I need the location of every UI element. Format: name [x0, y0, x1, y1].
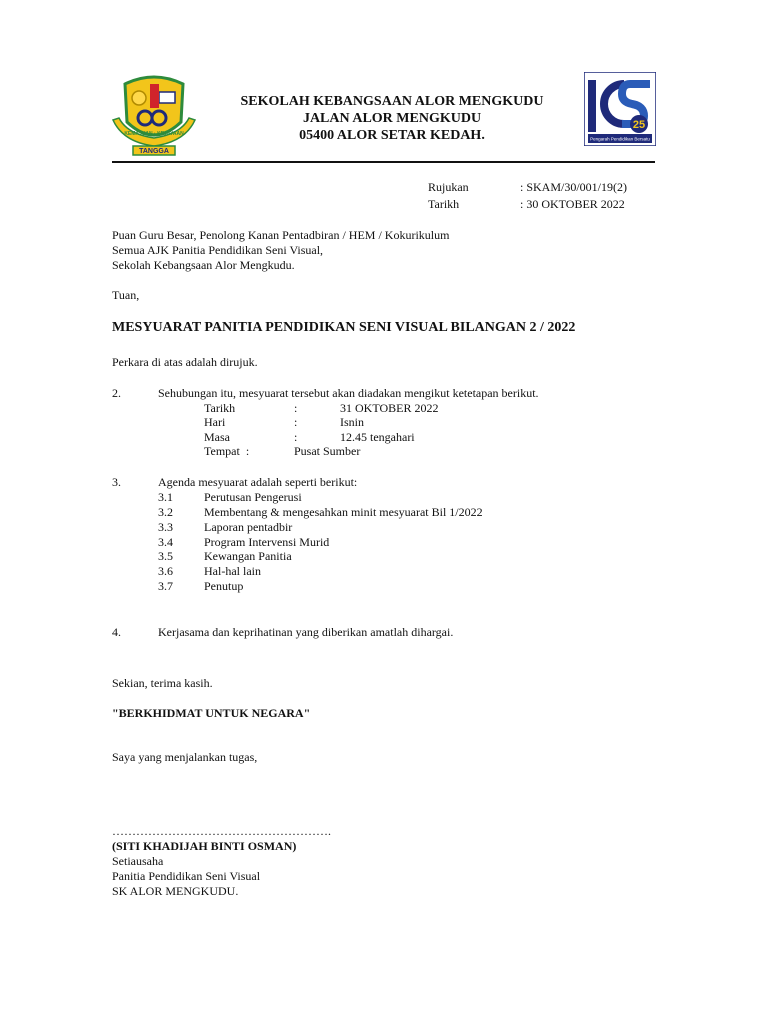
para-1: Perkara di atas adalah dirujuk.: [112, 355, 258, 369]
ppd-emblem-logo: [584, 72, 656, 146]
agenda-number: 3.1: [158, 490, 173, 504]
signatory-unit: Panitia Pendidikan Seni Visual: [112, 869, 261, 883]
emblem-badge-number: 25: [632, 119, 646, 131]
ref-label: Rujukan: [428, 180, 469, 194]
agenda-item: Program Intervensi Murid: [204, 535, 330, 549]
detail-label: Masa: [204, 430, 230, 444]
duty-line: Saya yang menjalankan tugas,: [112, 750, 258, 764]
detail-sep: :: [294, 415, 298, 429]
letter-subject: MESYUARAT PANITIA PENDIDIKAN SENI VISUAL BILANGAN 2 / 2022: [112, 320, 576, 335]
signatory-name: (SITI KHADIJAH BINTI OSMAN): [112, 839, 297, 853]
emblem-bar: [588, 80, 596, 132]
agenda-number: 3.2: [158, 505, 173, 519]
agenda-number: 3.5: [158, 549, 173, 563]
detail-label: Hari: [204, 415, 226, 429]
recipient-line: Semua AJK Panitia Pendidikan Seni Visual,: [112, 243, 324, 257]
agenda-item: Kewangan Panitia: [204, 549, 292, 563]
agenda-number: 3.7: [158, 579, 173, 593]
para-4-number: 4.: [112, 625, 121, 639]
detail-value: 31 OKTOBER 2022: [340, 401, 439, 415]
recipient-line: Sekolah Kebangsaan Alor Mengkudu.: [112, 258, 295, 272]
signature-line: ……………………………………………….: [112, 824, 331, 838]
school-crest-logo: [111, 70, 197, 156]
date-value: : 30 OKTOBER 2022: [520, 197, 625, 211]
para-4-text: Kerjasama dan keprihatinan yang diberikan amatlah dihargai.: [158, 625, 454, 639]
agenda-item: Laporan pentadbir: [204, 520, 293, 534]
emblem-caption: Pengarah Pendidikan Bersatu: [590, 136, 650, 142]
agenda-number: 3.6: [158, 564, 173, 578]
school-name: SEKOLAH KEBANGSAAN ALOR MENGKUDU: [240, 94, 544, 109]
crest-book-icon: [159, 92, 175, 103]
date-label: Tarikh: [428, 197, 460, 211]
school-street: JALAN ALOR MENGKUDU: [302, 111, 482, 126]
crest-tower-icon: [150, 84, 159, 108]
crest-banner-text: TANGGA: [139, 148, 169, 155]
detail-value: 12.45 tengahari: [340, 430, 415, 444]
agenda-item: Penutup: [204, 579, 244, 593]
recipient-line: Puan Guru Besar, Penolong Kanan Pentadbiran / HEM / Kokurikulum: [112, 228, 450, 242]
detail-value: Pusat Sumber: [294, 444, 361, 458]
agenda-number: 3.4: [158, 535, 173, 549]
crest-ribbon-text: KEMAJUAN · KEJAYAAN: [124, 131, 184, 137]
closing-line: Sekian, terima kasih.: [112, 676, 213, 690]
detail-value: Isnin: [340, 415, 364, 429]
detail-sep: :: [294, 401, 298, 415]
signatory-role: Setiausaha: [112, 854, 164, 868]
agenda-item: Hal-hal lain: [204, 564, 261, 578]
salutation: Tuan,: [112, 288, 140, 302]
para-3-number: 3.: [112, 475, 121, 489]
detail-label: Tarikh: [204, 401, 236, 415]
ref-value: : SKAM/30/001/19(2): [520, 180, 628, 194]
agenda-item: Perutusan Pengerusi: [204, 490, 302, 504]
agenda-number: 3.3: [158, 520, 173, 534]
para-3-text: Agenda mesyuarat adalah seperti berikut:: [158, 475, 358, 489]
motto: "BERKHIDMAT UNTUK NEGARA": [112, 706, 311, 720]
para-2-text: Sehubungan itu, mesyuarat tersebut akan diadakan mengikut ketetapan berikut.: [158, 386, 539, 400]
crest-lamp-icon: [132, 91, 146, 105]
letterhead-divider: [112, 161, 655, 163]
para-2-number: 2.: [112, 386, 121, 400]
agenda-item: Membentang & mengesahkan minit mesyuarat Bil 1/2022: [204, 505, 483, 519]
signatory-school: SK ALOR MENGKUDU.: [112, 884, 239, 898]
detail-sep: :: [294, 430, 298, 444]
detail-label: Tempat :: [204, 444, 250, 458]
school-city: 05400 ALOR SETAR KEDAH.: [299, 128, 485, 143]
